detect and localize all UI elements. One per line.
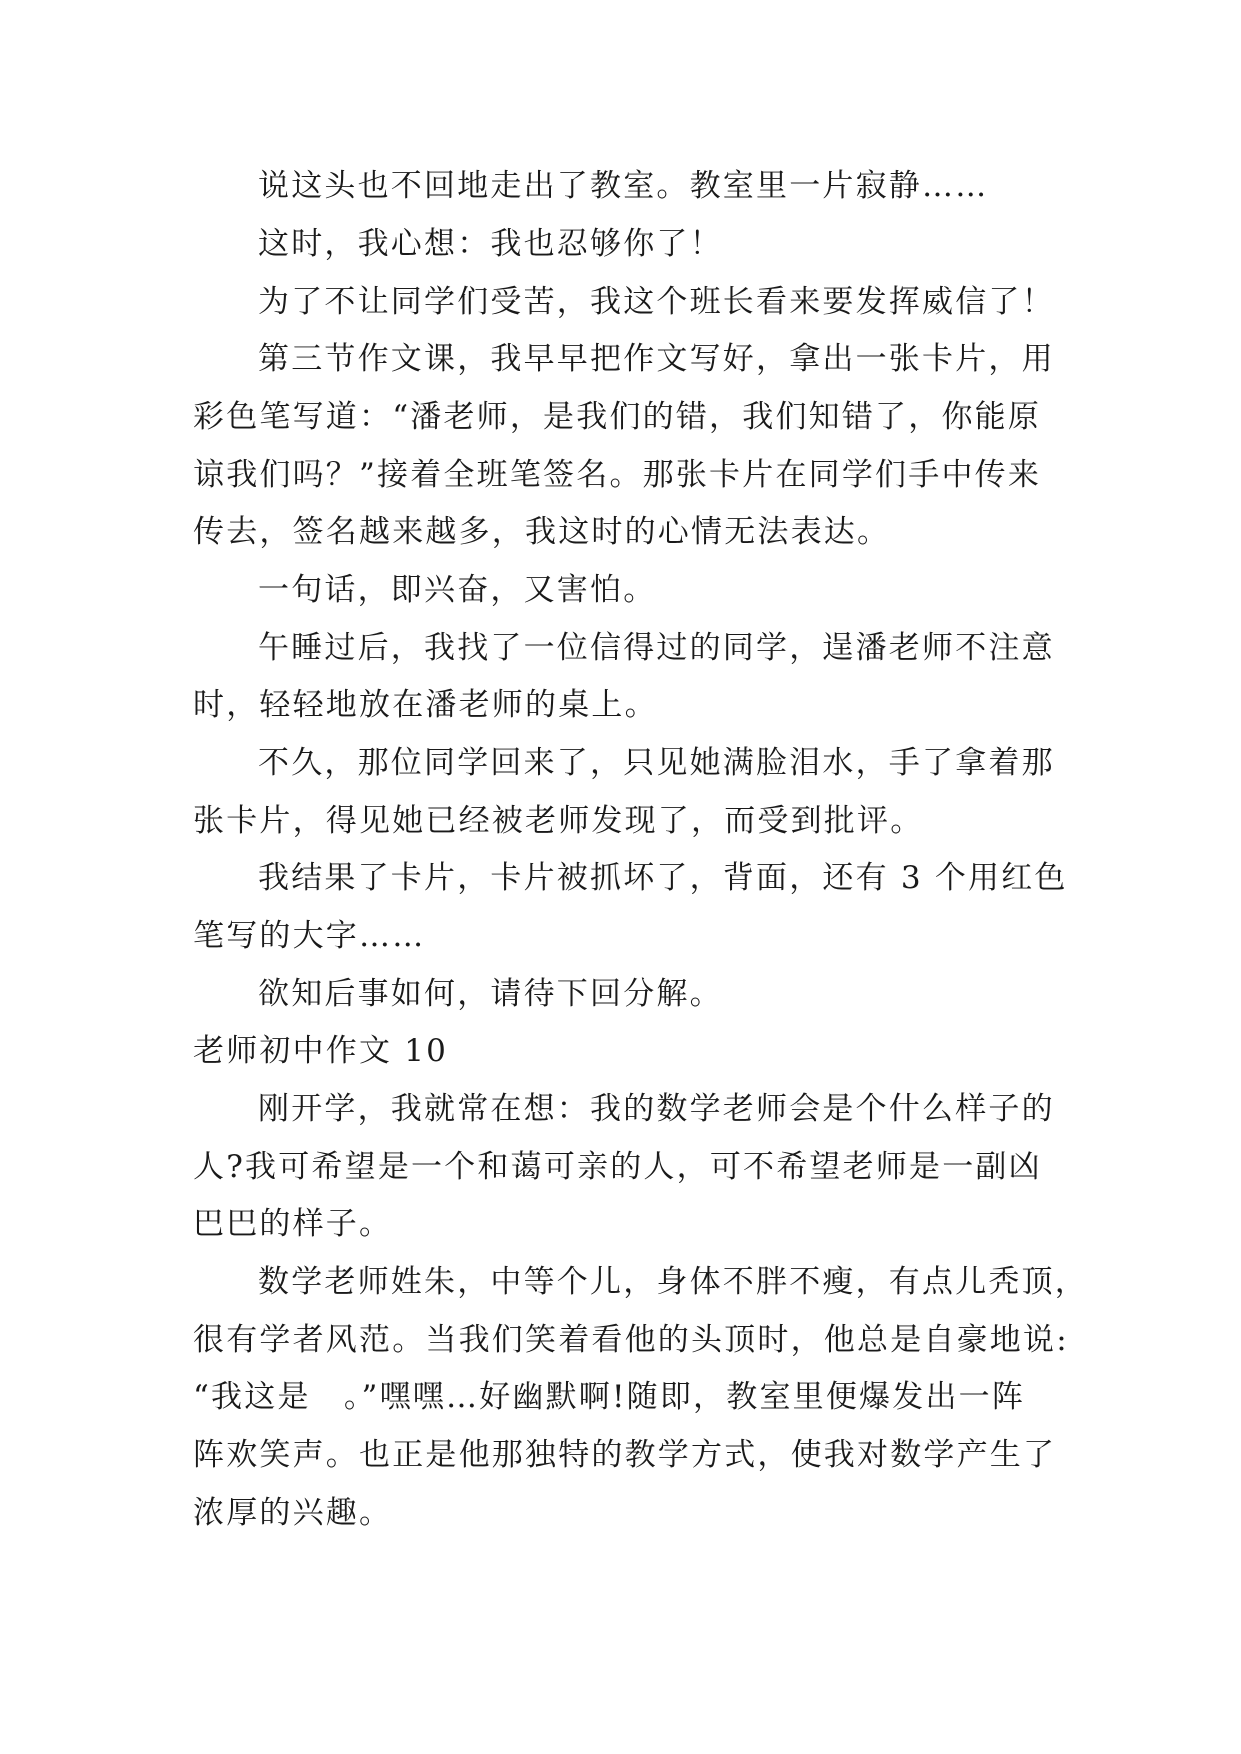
paragraph-line: 为了不让同学们受苦，我这个班长看来要发挥威信了！: [258, 284, 1055, 320]
paragraph-line: 我结果了卡片，卡片被抓坏了，背面，还有 3 个用红色: [258, 860, 1068, 896]
paragraph-line: 传去，签名越来越多，我这时的心情无法表达。: [193, 514, 891, 550]
paragraph-line: 欲知后事如何，请待下回分解。: [258, 976, 723, 1012]
paragraph-line: “我这是 。”嘿嘿…好幽默啊!随即，教室里便爆发出一阵: [193, 1379, 1026, 1415]
paragraph-line: 巴巴的样子。: [193, 1206, 393, 1242]
paragraph-line: 张卡片，得见她已经被老师发现了，而受到批评。: [193, 803, 924, 839]
paragraph-line: 人?我可希望是一个和蔼可亲的人，可不希望老师是一副凶: [193, 1149, 1042, 1185]
paragraph-line: 彩色笔写道：“潘老师，是我们的错，我们知错了，你能原: [193, 399, 1042, 435]
paragraph-line: 数学老师姓朱，中等个儿，身体不胖不瘦，有点儿秃顶，: [258, 1264, 1088, 1300]
paragraph-line: 这时，我心想：我也忍够你了！: [258, 226, 723, 262]
paragraph-line: 谅我们吗？”接着全班笔签名。那张卡片在同学们手中传来: [193, 457, 1042, 493]
paragraph-line: 笔写的大字……: [193, 918, 426, 954]
paragraph-line: 不久，那位同学回来了，只见她满脸泪水，手了拿着那: [258, 745, 1055, 781]
paragraph-line: 午睡过后，我找了一位信得过的同学，逞潘老师不注意: [258, 630, 1055, 666]
section-heading: 老师初中作文 10: [193, 1033, 449, 1069]
paragraph-line: 时，轻轻地放在潘老师的桌上。: [193, 687, 658, 723]
paragraph-line: 第三节作文课，我早早把作文写好，拿出一张卡片，用: [258, 341, 1055, 377]
paragraph-line: 刚开学，我就常在想：我的数学老师会是个什么样子的: [258, 1091, 1055, 1127]
paragraph-line: 很有学者风范。当我们笑着看他的头顶时，他总是自豪地说:: [193, 1322, 1069, 1358]
paragraph-line: 一句话，即兴奋，又害怕。: [258, 572, 657, 608]
paragraph-line: 阵欢笑声。也正是他那独特的教学方式，使我对数学产生了: [193, 1437, 1057, 1473]
paragraph-line: 浓厚的兴趣。: [193, 1495, 393, 1531]
paragraph-line: 说这头也不回地走出了教室。教室里一片寂静……: [258, 168, 989, 204]
